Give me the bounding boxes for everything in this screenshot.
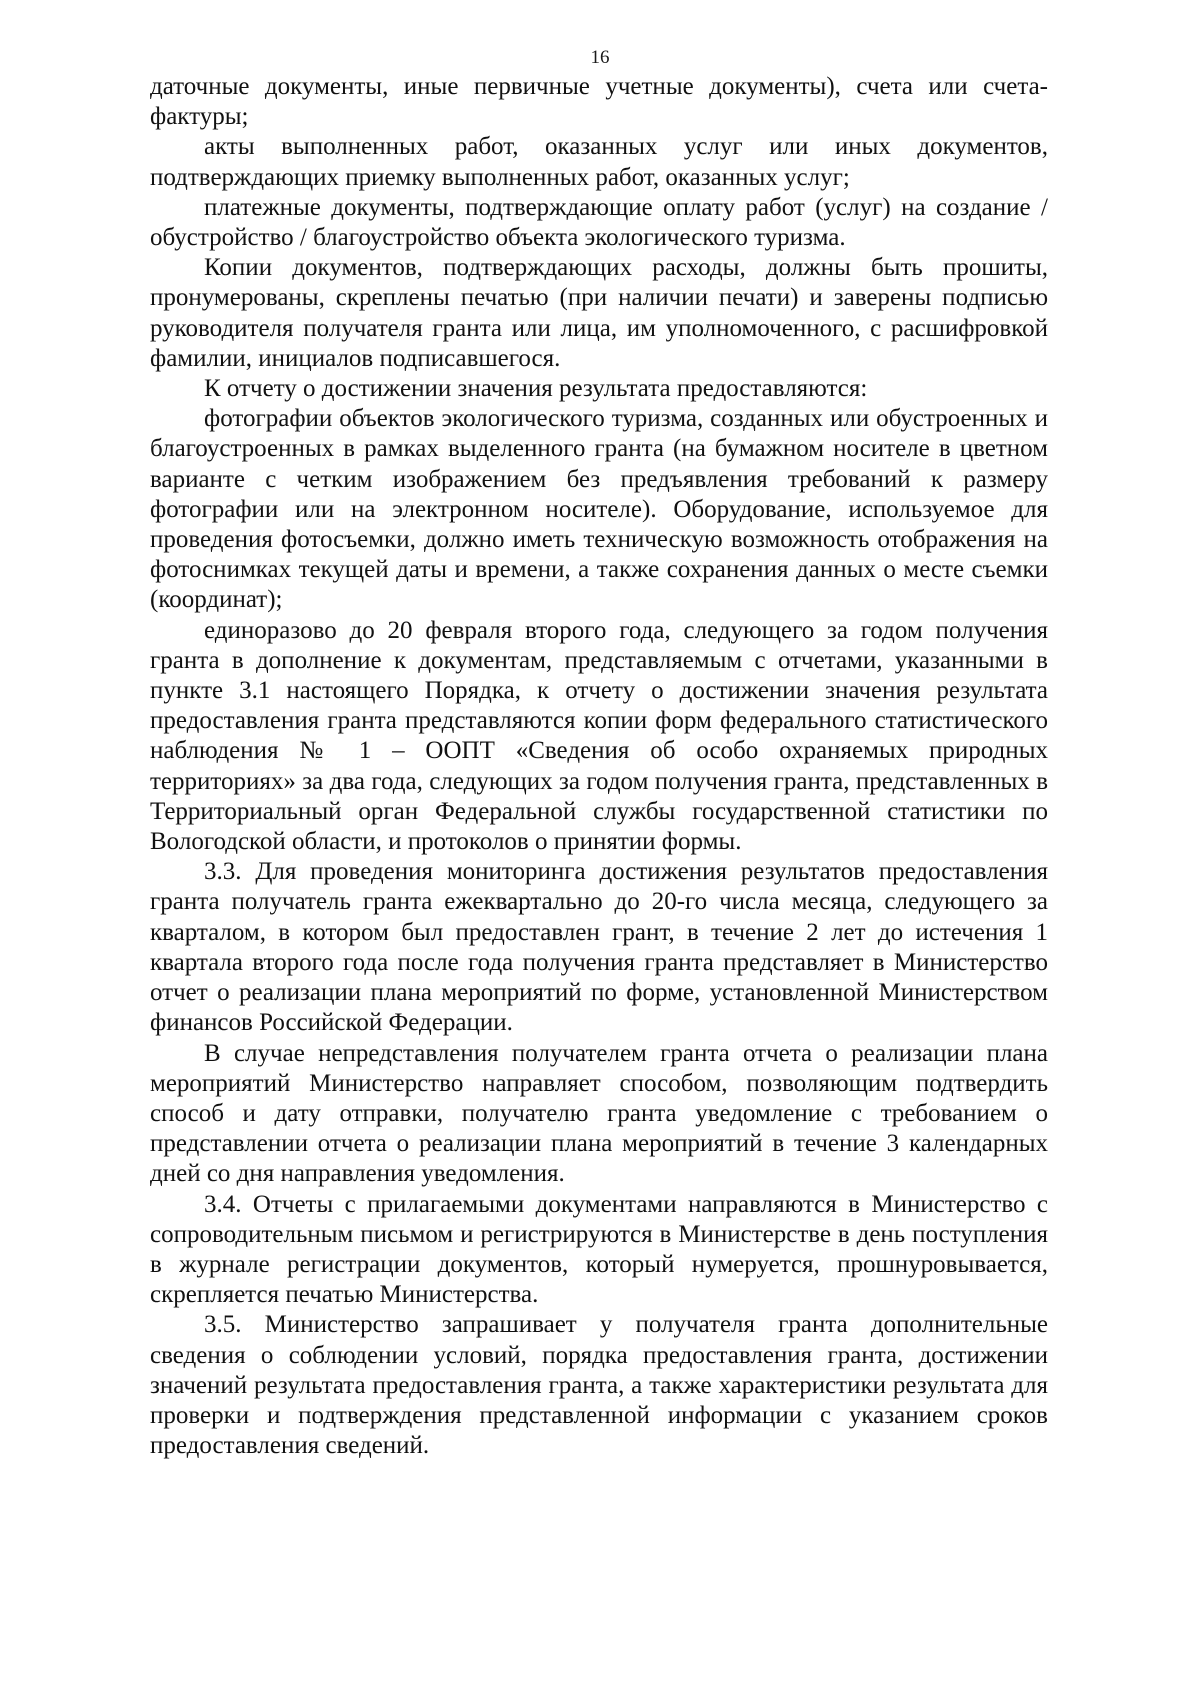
paragraph-section-3-5: 3.5. Министерство запрашивает у получателя гранта дополнительные сведения о соблюдении условий, порядка предоставления гранта, достижении значений результата предоставления гранта, а также характеристики результата для проверки и подтверждения представленной информации с указанием сроков предоставления сведений. [150,1311,1048,1460]
paragraph-copies: Копии документов, подтверждающих расходы, должны быть прошиты, пронумерованы, скреплены печатью (при наличии печати) и заверены подписью руководителя получателя гранта или лица, им уполномоченного, с расшифровкой фамилии, инициалов подписавшегося. [150,254,1048,372]
paragraph-payment-docs: платежные документы, подтверждающие оплату работ (услуг) на создание / обустройство / благоустройство объекта экологического туризма. [150,193,1048,252]
paragraph-non-submission: В случае непредставления получателем гранта отчета о реализации плана мероприятий Министерство направляет способом, позволяющим подтвердить способ и дату отправки, получателю гранта уведомление с требованием о представлении отчета о реализации плана мероприятий в течение 3 календарных дней со дня направления уведомления. [150,1039,1048,1188]
paragraph-statistics-forms: единоразово до 20 февраля второго года, следующего за годом получения гранта в дополнение к документам, представляемым с отчетами, указанными в пункте 3.1 настоящего Порядка, к отчету о достижении значения результата предоставления гранта представляются копии форм федерального статистического наблюдения № 1 – ООПТ «Сведения об особо охраняемых природных территориях» за два года, следующих за годом получения гранта, представленных в Территориальный орган Федеральной службы государственной статистики по Вологодской области, и протоколов о принятии формы. [150,616,1048,856]
paragraph-photos: фотографии объектов экологического туризма, созданных или обустроенных и благоустроенных в рамках выделенного гранта (на бумажном носителе в цветном варианте с четким изображением без предъявления требований к размеру фотографии или на электронном носителе). Оборудование, используемое для проведения фотосъемки, должно иметь техническую возможность отображения на фотоснимках текущей даты и времени, а также сохранения данных о месте съемки (координат); [150,405,1048,614]
paragraph-section-3-3: 3.3. Для проведения мониторинга достижения результатов предоставления гранта получатель гранта ежеквартально до 20-го числа месяца, следующего за кварталом, в котором был предоставлен грант, в течение 2 лет до истечения 1 квартала второго года после года получения гранта представляет в Министерство отчет о реализации плана мероприятий по форме, установленной Министерством финансов Российской Федерации. [150,858,1048,1037]
paragraph-report-intro: К отчету о достижении значения результата предоставляются: [204,375,868,403]
document-text [150,72,1048,1461]
paragraph-continuation: даточные документы, иные первичные учетные документы), счета или счета-фактуры; [150,73,1048,131]
paragraph-section-3-4: 3.4. Отчеты с прилагаемыми документами направляются в Министерство с сопроводительным письмом и регистрируются в Министерстве в день поступления в журнале регистрации документов, который нумеруется, прошнуровывается, скрепляется печатью Министерства. [150,1190,1048,1309]
paragraph-acts: акты выполненных работ, оказанных услуг или иных документов, подтверждающих приемку выполненных работ, оказанных услуг; [150,133,1048,191]
page-number: 16 [590,47,610,68]
